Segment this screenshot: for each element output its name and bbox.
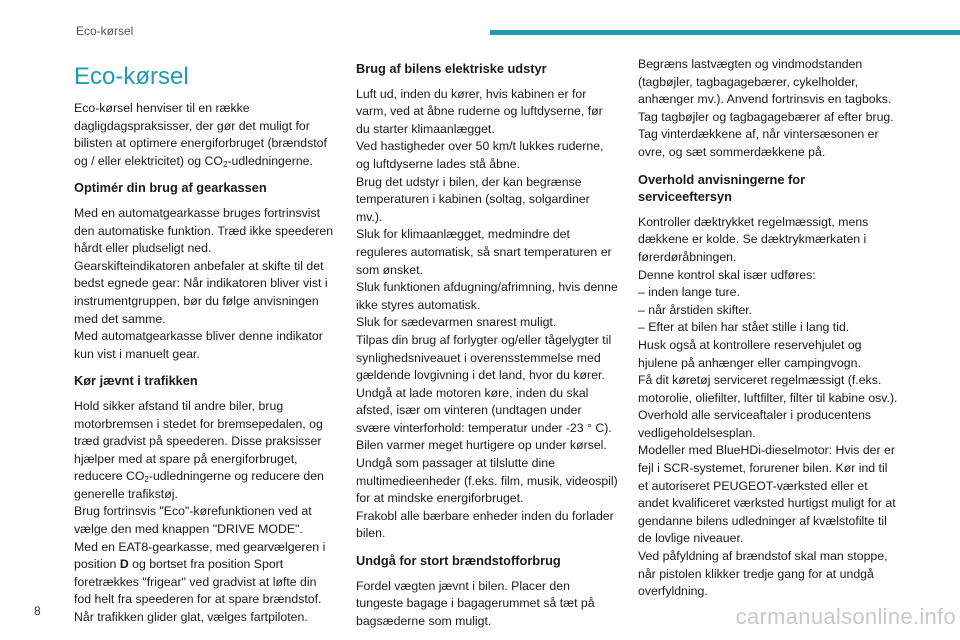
intro-paragraph: Eco-kørsel henviser til en række dagligdagspraksisser, der gør det muligt for bilisten at optimere energiforbruget (brændstof og / eller elektricitet) og $CO_2$-udledningerne. <box>74 101 327 169</box>
section-heading-traffic: Kør jævnt i trafikken <box>74 373 198 389</box>
paragraph: Undgå som passager at tilslutte dine multimedieenheder (f.eks. film, musik, videospil) for at mindske energiforbruget. <box>356 456 618 506</box>
paragraph: Hold sikker afstand til andre biler, brug motorbremsen i stedet for bremsepedalen, og træd gradvist på speederen. Disse praksisser hjælper med at spare på energiforbruget, reducere $CO_2$-udledningerne og reducere den generelle trafikstøj. <box>74 398 324 501</box>
paragraph: Denne kontrol skal især udføres: <box>638 267 816 282</box>
paragraph: Når trafikken glider glat, vælges fartpiloten. <box>74 610 308 625</box>
paragraph: Begræns lastvægten og vindmodstanden (tagbøjler, tagbagagebærer, cykelholder, anhænger mv.). Anvend fortrinsvis en tagboks. <box>638 57 892 107</box>
page-title: Eco-kørsel <box>74 63 189 90</box>
paragraph: Sluk for klimaanlægget, medmindre det reguleres automatisk, så snart temperaturen er som ønsket. <box>356 227 612 277</box>
paragraph: Tilpas din brug af forlygter og/eller tågelygter til synlighedsniveauet i overensstemmelse med gældende lovgivning i det land, hvor du kører. <box>356 332 612 383</box>
paragraph: Kontroller dæktrykket regelmæssigt, mens dækkene er kolde. Se dæktrykmærkaten i førerdøråbningen. <box>638 214 869 264</box>
paragraph: Luft ud, inden du kører, hvis kabinen er for varm, ved at åbne ruderne og luftdyserne, før du starter klimaanlægget. <box>356 86 603 136</box>
column-2 <box>356 56 618 630</box>
paragraph: Tag tagbøjler og tagbagagebærer af efter brug. <box>638 109 894 124</box>
paragraph: Sluk for sædevarmen snarest muligt. <box>356 315 557 330</box>
section-heading-gearbox: Optimér din brug af gearkassen <box>74 180 267 196</box>
section-heading-consumption: Undgå for stort brændstofforbrug <box>356 553 561 569</box>
paragraph: Ved hastigheder over 50 km/t lukkes ruderne, og luftdyserne lades stå åbne. <box>356 139 604 171</box>
section-heading-electrical: Brug af bilens elektriske udstyr <box>356 61 547 76</box>
paragraph: Gearskifteindikatoren anbefaler at skifte til det bedst egnede gear: Når indikatoren bliver vist i instrumentgruppen, bør du følge anvisningen med det samme. <box>74 258 328 326</box>
paragraph: Brug fortrinsvis "Eco"-kørefunktionen ved at vælge den med knappen "DRIVE MODE". <box>74 504 312 537</box>
column-1 <box>74 56 336 627</box>
paragraph: Ved påfyldning af brændstof skal man stoppe, når pistolen klikker tredje gang for at undgå overfyldning. <box>638 549 888 599</box>
paragraph: Husk også at kontrollere reservehjulet og hjulene på anhænger eller campingvogn. <box>638 337 862 370</box>
watermark: carmanualsonline.info <box>735 604 956 629</box>
column-3 <box>638 56 900 601</box>
paragraph: Modeller med BlueHDi-dieselmotor: Hvis der er fejl i SCR-systemet, forurener bilen. Kør ind til et autoriseret PEUGEOT-værksted eller et andet kvalificeret værksted hurtigst muligt for at gendanne bilens udledninger af kvælstofilte til de lovlige niveauer. <box>638 443 896 546</box>
paragraph: Fordel vægten jævnt i bilen. Placer den tungeste bagage i bagagerummet så tæt på bagsæderne som muligt. <box>356 578 595 628</box>
list-item: – når årstiden skifter. <box>638 302 753 317</box>
paragraph: Brug det udstyr i bilen, der kan begrænse temperaturen i kabinen (soltag, solgardiner mv.). <box>356 174 590 224</box>
paragraph: Sluk funktionen afdugning/afrimning, hvis denne ikke styres automatisk. <box>356 280 618 312</box>
paragraph: Frakobl alle bærbare enheder inden du forlader bilen. <box>356 508 614 541</box>
paragraph: Med en automatgearkasse bruges fortrinsvist den automatiske funktion. Træd ikke speederen hårdt eller pludseligt ned. <box>74 205 334 256</box>
page-number: 8 <box>34 604 41 618</box>
running-title: Eco-kørsel <box>76 24 134 38</box>
paragraph: Tag vinterdækkene af, når vintersæsonen er ovre, og sæt sommerdækkene på. <box>638 127 879 159</box>
list-item: – inden lange ture. <box>638 285 740 300</box>
accent-line <box>490 30 960 35</box>
paragraph: Undgå at lade motoren køre, inden du skal afsted, især om vinteren (undtagen under svære vinterforhold: temperatur under -23 ° C). Bilen varmer meget hurtigere op under kørsel. <box>356 385 612 453</box>
paragraph: Med en EAT8-gearkasse, med gearvælgeren i position D og bortset fra position Sport foretrækkes "frigear" ved gradvist at løfte din fod helt fra speederen for at spare brændstof. <box>74 539 326 607</box>
page-header <box>0 0 960 44</box>
paragraph: Med automatgearkasse bliver denne indikator kun vist i manuelt gear. <box>74 329 323 361</box>
list-item: – Efter at bilen har stået stille i lang tid. <box>638 320 850 335</box>
paragraph: Få dit køretøj serviceret regelmæssigt (f.eks. motorolie, oliefilter, luftfilter, filter til kabine osv.). <box>638 373 898 405</box>
section-heading-service: Overhold anvisningerne for serviceeftersyn <box>638 171 806 205</box>
paragraph: Overhold alle serviceaftaler i producentens vedligeholdelsesplan. <box>638 408 872 440</box>
